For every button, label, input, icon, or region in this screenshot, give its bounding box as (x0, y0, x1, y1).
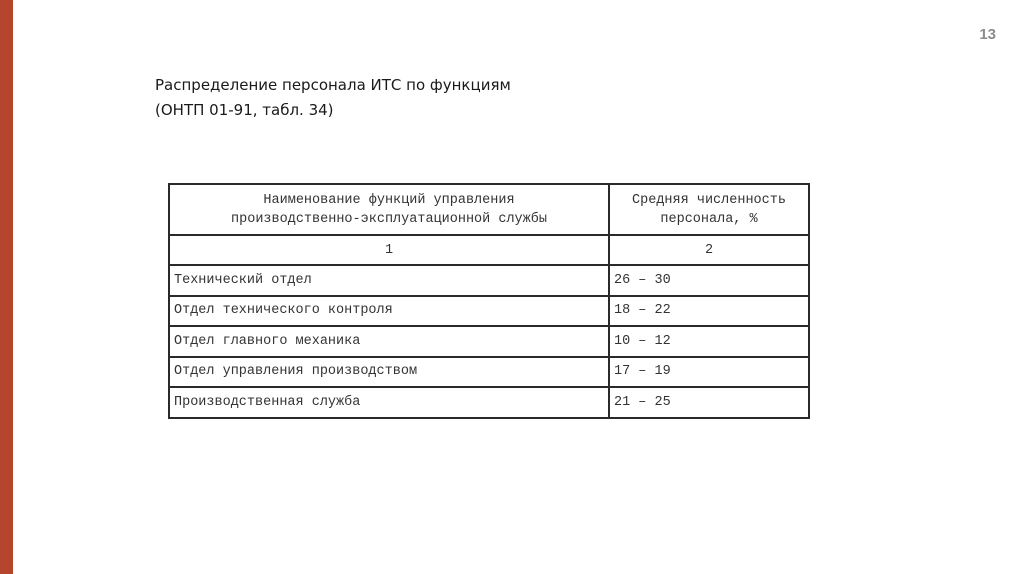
share-cell: 17 – 19 (609, 357, 809, 388)
function-cell: Отдел технического контроля (169, 296, 609, 327)
staff-distribution-table (168, 183, 810, 419)
column-number-1: 1 (169, 235, 609, 265)
header-share-line-2: персонала, % (660, 211, 758, 227)
header-function-line-2: производственно-эксплуатационной службы (231, 211, 547, 227)
table-row (169, 265, 809, 296)
column-number-row (169, 235, 809, 265)
table-row (169, 357, 809, 388)
slide-title-line-2: (ОНТП 01-91, табл. 34) (155, 101, 334, 119)
table-header-row (169, 184, 809, 235)
share-cell: 26 – 30 (609, 265, 809, 296)
slide-title-line-1: Распределение персонала ИТС по функциям (155, 76, 511, 94)
share-cell: 21 – 25 (609, 387, 809, 418)
slide-title (155, 73, 511, 123)
share-cell: 10 – 12 (609, 326, 809, 357)
accent-side-bar (0, 0, 13, 574)
header-function-cell (169, 184, 609, 235)
page-number: 13 (979, 26, 996, 43)
table-row (169, 296, 809, 327)
table-row (169, 326, 809, 357)
function-cell: Отдел главного механика (169, 326, 609, 357)
function-cell: Производственная служба (169, 387, 609, 418)
function-cell: Технический отдел (169, 265, 609, 296)
header-function-line-1: Наименование функций управления (263, 192, 515, 208)
function-cell: Отдел управления производством (169, 357, 609, 388)
header-share-cell (609, 184, 809, 235)
share-cell: 18 – 22 (609, 296, 809, 327)
table-row (169, 387, 809, 418)
header-share-line-1: Средняя численность (632, 192, 786, 208)
column-number-2: 2 (609, 235, 809, 265)
